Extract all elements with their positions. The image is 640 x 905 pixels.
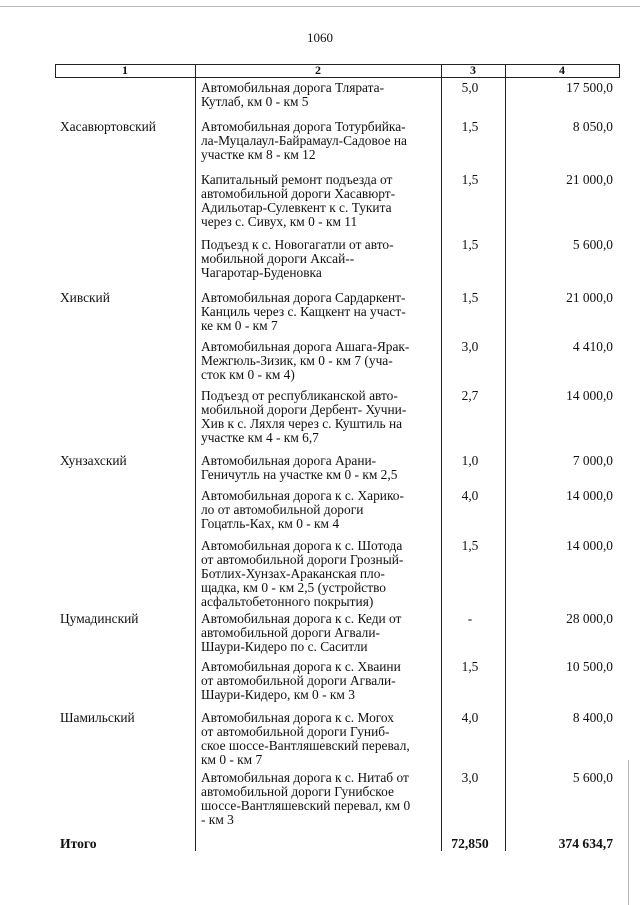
description-line: участке км 4 - км 6,7 xyxy=(201,430,319,445)
length-cell: 1,5 xyxy=(461,237,479,252)
amount-cell: 21 000,0 xyxy=(566,172,613,187)
description-line: ке км 0 - км 7 xyxy=(201,318,278,333)
description-cell xyxy=(201,711,441,767)
description-cell xyxy=(201,120,441,162)
header-bottom-rule xyxy=(55,77,620,78)
description-cell xyxy=(201,389,441,445)
amount-cell: 14 000,0 xyxy=(566,538,613,553)
description-line: шоссе-Вантляшевский перевал, км 0 xyxy=(201,798,411,813)
length-cell: 5,0 xyxy=(461,80,479,95)
description-line: Автомобильная дорога Сардаркент- xyxy=(201,290,406,305)
description-cell xyxy=(201,539,441,609)
length-cell: - xyxy=(467,611,473,626)
amount-cell: 7 000,0 xyxy=(572,453,613,468)
description-line: Капитальный ремонт подъезда от xyxy=(201,172,393,187)
description-line: Подъезд к с. Новогагатли от авто- xyxy=(201,237,394,252)
length-cell: 1,5 xyxy=(461,659,479,674)
length-cell: 2,7 xyxy=(461,388,479,403)
column-header-4: 4 xyxy=(559,63,565,77)
description-line: Гоцатль-Ках, км 0 - км 4 xyxy=(201,516,340,531)
amount-cell: 14 000,0 xyxy=(566,388,613,403)
description-line: от автомобильной дороги Агвали- xyxy=(201,673,396,688)
column-divider-right xyxy=(619,64,620,77)
amount-cell: 5 600,0 xyxy=(572,237,613,252)
amount-cell: 10 500,0 xyxy=(566,659,613,674)
description-line: Автомобильная дорога к с. Могох xyxy=(201,710,394,725)
description-line: Геничутль на участке км 0 - км 2,5 xyxy=(201,467,398,482)
district-cell: Шамильский xyxy=(60,710,135,725)
description-line: Автомобильная дорога к с. Нитаб от xyxy=(201,770,409,785)
scan-edge-right xyxy=(628,760,629,905)
description-line: Чагаротар-Буденовка xyxy=(201,265,322,280)
column-header-2: 2 xyxy=(315,63,321,77)
length-cell: 3,0 xyxy=(461,770,479,785)
description-cell xyxy=(201,81,441,109)
district-cell: Хунзахский xyxy=(60,453,127,468)
description-cell xyxy=(201,771,441,827)
total-label: Итого xyxy=(60,836,97,851)
amount-cell: 14 000,0 xyxy=(566,488,613,503)
column-header-1: 1 xyxy=(122,63,128,77)
description-cell xyxy=(201,238,441,280)
description-line: сток км 0 - км 4) xyxy=(201,367,295,382)
amount-cell: 8 050,0 xyxy=(572,119,613,134)
description-line: Автомобильная дорога к с. Шотода xyxy=(201,538,403,553)
page-number: 1060 xyxy=(307,30,333,45)
description-line: мобильной дороги Дербент- Хучни- xyxy=(201,402,407,417)
description-line: Подъезд от республиканской авто- xyxy=(201,388,398,403)
amount-cell: 21 000,0 xyxy=(566,290,613,305)
scan-edge-top xyxy=(0,6,640,7)
description-line: щадка, км 0 - км 2,5 (устройство xyxy=(201,580,386,595)
amount-cell: 8 400,0 xyxy=(572,710,613,725)
length-cell: 3,0 xyxy=(461,339,479,354)
total-length: 72,850 xyxy=(451,836,489,851)
description-line: ло от автомобильной дороги xyxy=(201,502,364,517)
description-line: участке км 8 - км 12 xyxy=(201,147,316,162)
description-line: Автомобильная дорога к с. Харико- xyxy=(201,488,404,503)
length-cell: 1,5 xyxy=(461,538,479,553)
description-line: ское шоссе-Вантляшевский перевал, xyxy=(201,738,410,753)
amount-cell: 5 600,0 xyxy=(572,770,613,785)
description-line: от автомобильной дороги Грозный- xyxy=(201,552,404,567)
length-cell: 1,5 xyxy=(461,290,479,305)
description-cell xyxy=(201,660,441,702)
length-cell: 1,5 xyxy=(461,119,479,134)
length-cell: 4,0 xyxy=(461,710,479,725)
description-line: Кутлаб, км 0 - км 5 xyxy=(201,94,309,109)
district-cell: Хивский xyxy=(60,290,110,305)
length-cell: 1,0 xyxy=(461,453,479,468)
amount-cell: 4 410,0 xyxy=(572,339,613,354)
description-cell xyxy=(201,340,441,382)
district-cell: Цумадинский xyxy=(60,611,139,626)
description-line: - км 3 xyxy=(201,812,234,827)
description-cell xyxy=(201,291,441,333)
length-cell: 1,5 xyxy=(461,172,479,187)
description-line: Хив к с. Ляхля через с. Куштиль на xyxy=(201,416,403,431)
description-line: ла-Муцалаул-Байрамаул-Садовое на xyxy=(201,133,407,148)
column-header-3: 3 xyxy=(470,63,476,77)
description-cell xyxy=(201,489,441,531)
total-amount: 374 634,7 xyxy=(558,836,613,851)
description-line: через с. Сивух, км 0 - км 11 xyxy=(201,214,358,229)
description-line: асфальтобетонного покрытия) xyxy=(201,594,374,609)
description-line: Межгюль-Зизик, км 0 - км 7 (уча- xyxy=(201,353,393,368)
amount-cell: 28 000,0 xyxy=(566,611,613,626)
description-line: Шаури-Кидеро по с. Саситли xyxy=(201,639,368,654)
description-line: Автомобильная дорога Тлярата- xyxy=(201,80,385,95)
description-line: автомобильной дороги Агвали- xyxy=(201,625,380,640)
description-line: Автомобильная дорога Тотурбийка- xyxy=(201,119,406,134)
description-line: Автомобильная дорога к с. Хваини xyxy=(201,659,401,674)
description-cell xyxy=(201,612,441,654)
column-divider-3 xyxy=(505,64,506,851)
description-line: от автомобильной дороги Гуниб- xyxy=(201,724,390,739)
length-cell: 4,0 xyxy=(461,488,479,503)
district-cell: Хасавюртовский xyxy=(60,119,156,134)
description-line: Канциль через с. Кащкент на участ- xyxy=(201,304,406,319)
description-line: мобильной дороги Аксай-- xyxy=(201,251,355,266)
description-line: автомобильной дороги Гунибское xyxy=(201,784,394,799)
description-line: автомобильной дороги Хасавюрт- xyxy=(201,186,396,201)
description-line: Ботлих-Хунзах-Араканская пло- xyxy=(201,566,385,581)
description-line: Автомобильная дорога к с. Кеди от xyxy=(201,611,402,626)
amount-cell: 17 500,0 xyxy=(566,80,613,95)
description-line: Адильотар-Сулевкент к с. Тукита xyxy=(201,200,392,215)
description-line: Шаури-Кидеро, км 0 - км 3 xyxy=(201,687,355,702)
description-line: Автомобильная дорога Арани- xyxy=(201,453,377,468)
description-line: Автомобильная дорога Ашага-Ярак- xyxy=(201,339,410,354)
description-line: км 0 - км 7 xyxy=(201,752,263,767)
description-cell xyxy=(201,454,441,482)
description-cell xyxy=(201,173,441,229)
